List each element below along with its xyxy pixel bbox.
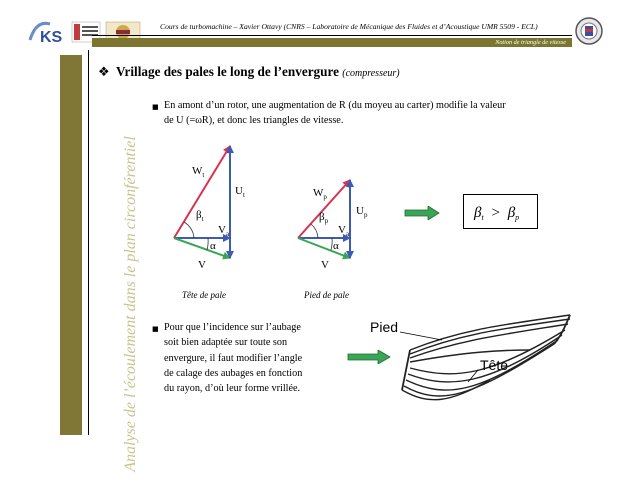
caption-tete: Tête de pale bbox=[182, 290, 226, 300]
diamond-bullet-icon: ❖ bbox=[98, 65, 110, 80]
svg-text:V: V bbox=[321, 259, 329, 271]
bullet-1-line-1: En amont d’un rotor, une augmentation de R (du moyeu au carter) modifie la valeur bbox=[164, 100, 506, 111]
header-divider bbox=[92, 35, 572, 36]
blade-tip-label: Tête bbox=[480, 357, 509, 373]
svg-text:α: α bbox=[333, 240, 339, 252]
bullet-1-line-2: de U (=ωR), et donc les triangles de vitesse. bbox=[164, 115, 344, 126]
bullet-2-line-4: de calage des aubages en fonction bbox=[164, 367, 303, 379]
square-bullet-icon: ■ bbox=[152, 325, 159, 333]
slide-title bbox=[116, 64, 400, 80]
side-band bbox=[60, 55, 139, 472]
university-seal bbox=[573, 16, 605, 46]
ks-logo bbox=[30, 23, 63, 46]
caption-pied: Pied de pale bbox=[304, 290, 349, 300]
svg-text:Wp: $W_p$ bbox=[313, 187, 327, 201]
svg-text:Wt: $W_t$ bbox=[192, 165, 205, 179]
svg-text:βp: $\beta_p$ bbox=[319, 211, 329, 225]
svg-text:V: V bbox=[198, 259, 206, 271]
green-arrow-icon bbox=[404, 206, 440, 220]
square-bullet-icon: ■ bbox=[152, 103, 159, 111]
course-header: Cours de turbomachine – Xavier Ottavy (CNRS – Laboratoire de Mécanique des Fluides et d’Acoustique UMR 5509 - ECL) bbox=[160, 22, 538, 31]
bullet-2-line-2: soit bien adaptée sur toute son bbox=[164, 337, 288, 349]
section-label: Notion de triangle de vitesse bbox=[495, 39, 566, 46]
blade-root-label: Pied bbox=[370, 319, 399, 335]
svg-text:βt: $\beta_t$ bbox=[196, 209, 204, 223]
svg-text:α: α bbox=[210, 240, 216, 252]
svg-text:Va: $V_a$ bbox=[338, 224, 350, 238]
content-divider bbox=[88, 50, 89, 435]
bullet-2-line-3: envergure, il faut modifier l’angle bbox=[164, 352, 303, 364]
bullet-paragraph-1 bbox=[152, 98, 572, 128]
bullet-2-line-1: Pour que l’incidence sur l’aubage bbox=[164, 322, 301, 333]
svg-text:KS: KS bbox=[40, 29, 63, 46]
slide-title-text: Vrillage des pales le long de l’envergure bbox=[116, 64, 339, 79]
triangle-pied bbox=[298, 180, 368, 300]
bullet-2-line-5: du rayon, d’où leur forme vrillée. bbox=[164, 383, 301, 395]
svg-text:Ut: $U_t$ bbox=[235, 185, 245, 199]
beta-inequality-box bbox=[463, 194, 538, 229]
twisted-blade-figure bbox=[370, 310, 585, 420]
triangle-tete bbox=[174, 146, 245, 300]
slide-title-note: (compresseur) bbox=[342, 68, 400, 79]
velocity-triangles-figure bbox=[168, 138, 383, 308]
bullet-paragraph-2 bbox=[152, 320, 352, 396]
section-bar bbox=[92, 38, 572, 47]
side-title: Analyse de l’écoulement dans le plan circonférentiel bbox=[122, 136, 139, 472]
svg-text:βt > βp: $\beta_t$ > $\beta_p$ bbox=[474, 205, 520, 222]
svg-text:Up: $U_p$ bbox=[356, 205, 368, 219]
svg-text:Va: $V_a$ bbox=[218, 224, 230, 238]
